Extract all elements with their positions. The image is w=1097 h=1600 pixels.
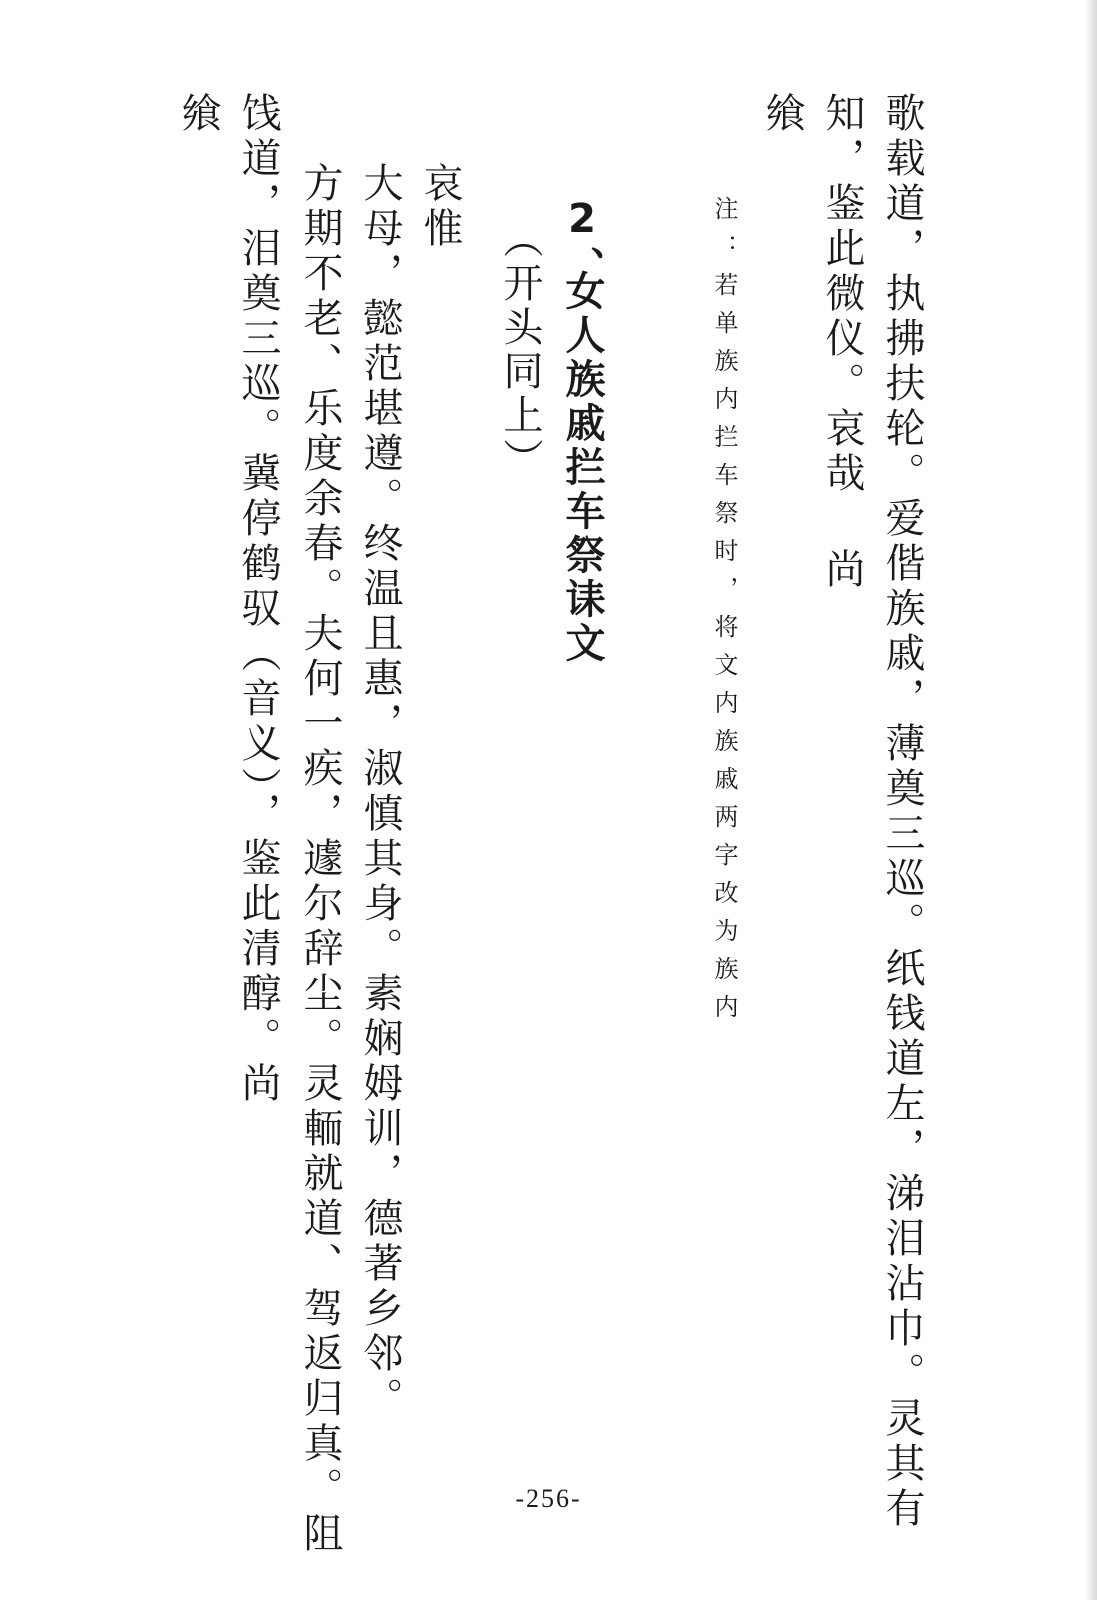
section-number: 2、	[559, 196, 605, 290]
text-column-1: 歌载道，执拂扶轮。爱偕族戚，薄奠三巡。纸钱道左，涕泪沾巾。灵其有	[879, 92, 925, 1532]
note-column: 注：若单族内拦车祭时，将文内族戚两字改为族内	[710, 196, 738, 1032]
text-column-7: 饯道，泪奠三巡。冀停鹤驭（音义），鉴此清醇。尚	[235, 92, 281, 1107]
page-number: -256-	[515, 1484, 582, 1513]
page-edge	[1085, 0, 1097, 1600]
section-subtitle: （开头同上）	[497, 218, 543, 482]
text-column-4: 哀惟	[417, 162, 463, 252]
text-column-5: 大母，懿范堪遵。终温且惠，淑慎其身。素娴姆训，德著乡邻。	[357, 162, 403, 1422]
section-title: 女人族戚拦车祭诔文	[559, 270, 605, 666]
text-column-8: 飨	[175, 92, 221, 137]
text-column-6: 方期不老、乐度余春。夫何一疾，遽尔辞尘。灵輀就道、驾返归真。阻	[297, 162, 343, 1557]
text-column-2: 知，鉴此微仪。哀哉 尚	[819, 92, 865, 593]
text-column-3: 飨	[759, 92, 805, 137]
